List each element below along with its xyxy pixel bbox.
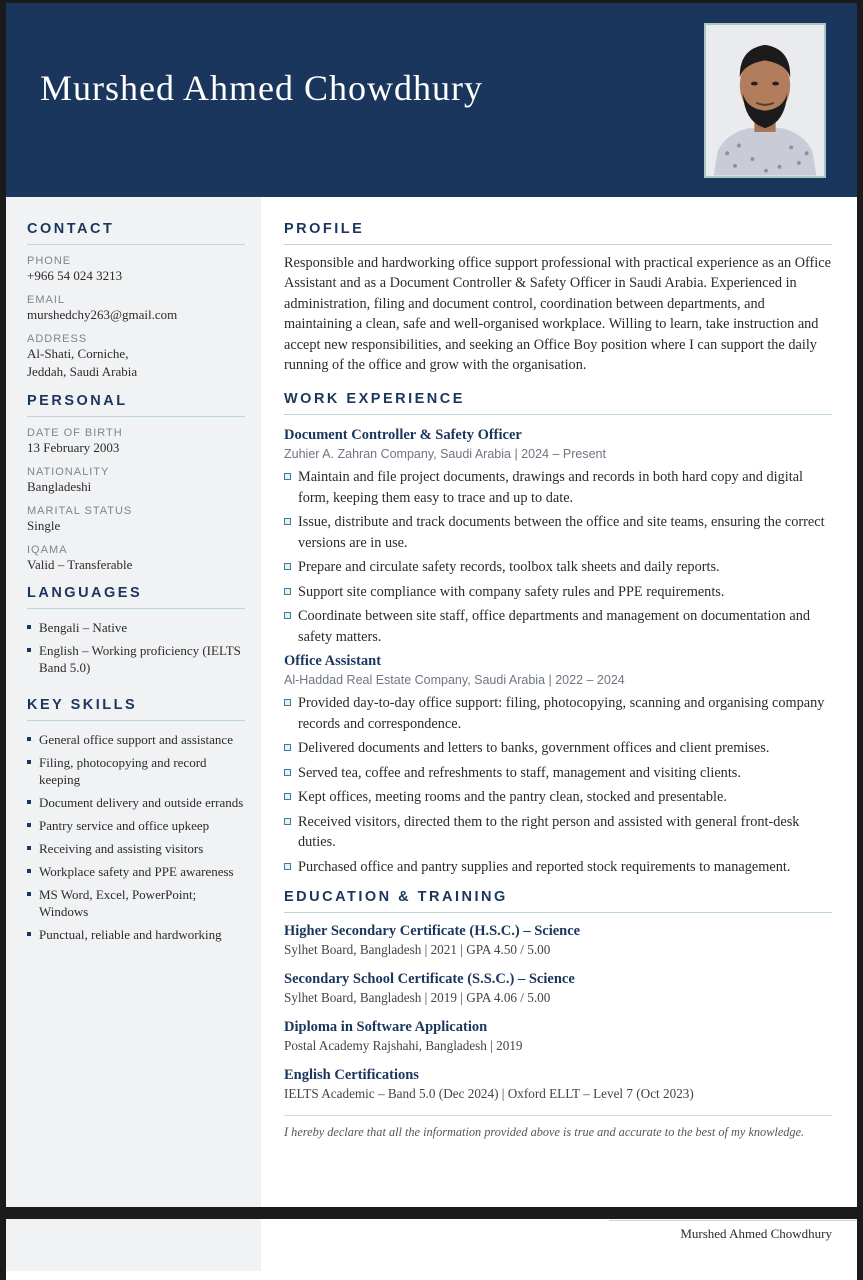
personal-section xyxy=(27,393,245,574)
phone-label: PHONE xyxy=(27,255,72,267)
profile-heading: PROFILE xyxy=(284,221,832,245)
education-meta: Sylhet Board, Bangladesh | 2021 | GPA 4.50 / 5.00 xyxy=(284,942,551,958)
footer-name: Murshed Ahmed Chowdhury xyxy=(680,1226,832,1241)
work-experience-section xyxy=(284,391,832,877)
job-title: Office Assistant xyxy=(284,653,382,670)
resume-page-1 xyxy=(6,3,857,1207)
language-item: Bengali – Native xyxy=(27,619,245,636)
job-duty: Purchased office and pantry supplies and reported stock requirements to management. xyxy=(284,857,832,878)
work-experience-heading: WORK EXPERIENCE xyxy=(284,391,832,415)
marital-status-label: MARITAL STATUS xyxy=(27,505,133,517)
education-title: Diploma in Software Application xyxy=(284,1019,488,1036)
education-title: English Certifications xyxy=(284,1067,419,1084)
email-label: EMAIL xyxy=(27,294,66,306)
iqama-value: Valid – Transferable xyxy=(27,557,133,572)
marital-status-value: Single xyxy=(27,518,61,533)
job-meta: Al-Haddad Real Estate Company, Saudi Arabia | 2022 – 2024 xyxy=(284,673,625,688)
address-line-2: Jeddah, Saudi Arabia xyxy=(27,364,138,379)
languages-heading: LANGUAGES xyxy=(27,585,245,609)
education-heading: EDUCATION & TRAINING xyxy=(284,889,832,913)
resume-page-2 xyxy=(6,1219,857,1280)
job-entry xyxy=(284,425,832,647)
job-duty: Prepare and circulate safety records, toolbox talk sheets and daily reports. xyxy=(284,557,832,578)
job-duties-list xyxy=(284,693,832,877)
header-banner xyxy=(6,3,857,197)
job-duties-list xyxy=(284,467,832,647)
key-skills-list xyxy=(27,731,245,943)
education-title: Higher Secondary Certificate (H.S.C.) – Science xyxy=(284,923,581,940)
address-label: ADDRESS xyxy=(27,333,88,345)
key-skills-heading: KEY SKILLS xyxy=(27,697,245,721)
job-duty: Served tea, coffee and refreshments to staff, management and visiting clients. xyxy=(284,763,832,784)
address-line-1: Al-Shati, Corniche, xyxy=(27,346,129,361)
skill-item: Receiving and assisting visitors xyxy=(27,840,245,857)
personal-heading: PERSONAL xyxy=(27,393,245,417)
nationality-label: NATIONALITY xyxy=(27,466,110,478)
job-title: Document Controller & Safety Officer xyxy=(284,427,522,444)
nationality-value: Bangladeshi xyxy=(27,479,92,494)
job-duty: Delivered documents and letters to banks, government offices and client premises. xyxy=(284,738,832,759)
skill-item: General office support and assistance xyxy=(27,731,245,748)
key-skills-section xyxy=(27,697,245,949)
sidebar xyxy=(6,197,261,1207)
job-duty: Issue, distribute and track documents between the office and site teams, ensuring the correct versions are in use. xyxy=(284,512,832,553)
main-content xyxy=(284,197,832,1140)
profile-text: Responsible and hardworking office support professional with practical experience as an Office Assistant and as a Document Controller & Safety Officer in Saudi Arabia. Experienced in administration, filing and document control, coordination between departments, and maintaining a clean, safe and well-organised workplace. Willing to learn, take instruction and accept new responsibilities, and seeking an Office Boy position where I can support the daily running of the office and grow with the organisation. xyxy=(284,255,831,374)
profile-photo xyxy=(704,23,826,178)
languages-section xyxy=(27,585,245,682)
skill-item: Workplace safety and PPE awareness xyxy=(27,863,245,880)
page-2-sidebar xyxy=(6,1219,261,1271)
skill-item: Pantry service and office upkeep xyxy=(27,817,245,834)
contact-section xyxy=(27,221,245,381)
job-duty: Maintain and file project documents, drawings and records in both hard copy and digital form, keeping them easy to trace and up to date. xyxy=(284,467,832,508)
job-duty: Provided day-to-day office support: filing, photocopying, scanning and organising company records and correspondence. xyxy=(284,693,832,734)
job-duty: Support site compliance with company safety rules and PPE requirements. xyxy=(284,582,832,603)
profile-section xyxy=(284,221,832,375)
iqama-label: IQAMA xyxy=(27,544,68,556)
language-item: English – Working proficiency (IELTS Band 5.0) xyxy=(27,642,245,676)
job-duty: Kept offices, meeting rooms and the pantry clean, stocked and presentable. xyxy=(284,787,832,808)
skill-item: Document delivery and outside errands xyxy=(27,794,245,811)
education-section xyxy=(284,889,832,1103)
dob-value: 13 February 2003 xyxy=(27,440,120,455)
languages-list xyxy=(27,619,245,676)
education-meta: IELTS Academic – Band 5.0 (Dec 2024) | Oxford ELLT – Level 7 (Oct 2023) xyxy=(284,1086,694,1102)
education-meta: Sylhet Board, Bangladesh | 2019 | GPA 4.06 / 5.00 xyxy=(284,990,551,1006)
skill-item: Filing, photocopying and record keeping xyxy=(27,754,245,788)
dob-label: DATE OF BIRTH xyxy=(27,427,123,439)
email-value: murshedchy263@gmail.com xyxy=(27,307,178,322)
skill-item: Punctual, reliable and hardworking xyxy=(27,926,245,943)
job-entry xyxy=(284,651,832,877)
contact-heading: CONTACT xyxy=(27,221,245,245)
candidate-name: Murshed Ahmed Chowdhury xyxy=(40,68,483,108)
job-meta: Zuhier A. Zahran Company, Saudi Arabia | 2024 – Present xyxy=(284,447,606,462)
job-duty: Coordinate between site staff, office departments and management on documentation and safety matters. xyxy=(284,606,832,647)
profile-photo-image xyxy=(706,25,824,176)
skill-item: MS Word, Excel, PowerPoint; Windows xyxy=(27,886,245,920)
declaration: I hereby declare that all the information provided above is true and accurate to the best of my knowledge. xyxy=(284,1115,832,1140)
phone-value: +966 54 024 3213 xyxy=(27,268,123,283)
job-duty: Received visitors, directed them to the right person and assisted with general front-desk duties. xyxy=(284,812,832,853)
education-meta: Postal Academy Rajshahi, Bangladesh | 2019 xyxy=(284,1038,523,1054)
education-title: Secondary School Certificate (S.S.C.) – Science xyxy=(284,971,575,988)
footer-rule xyxy=(609,1220,857,1221)
